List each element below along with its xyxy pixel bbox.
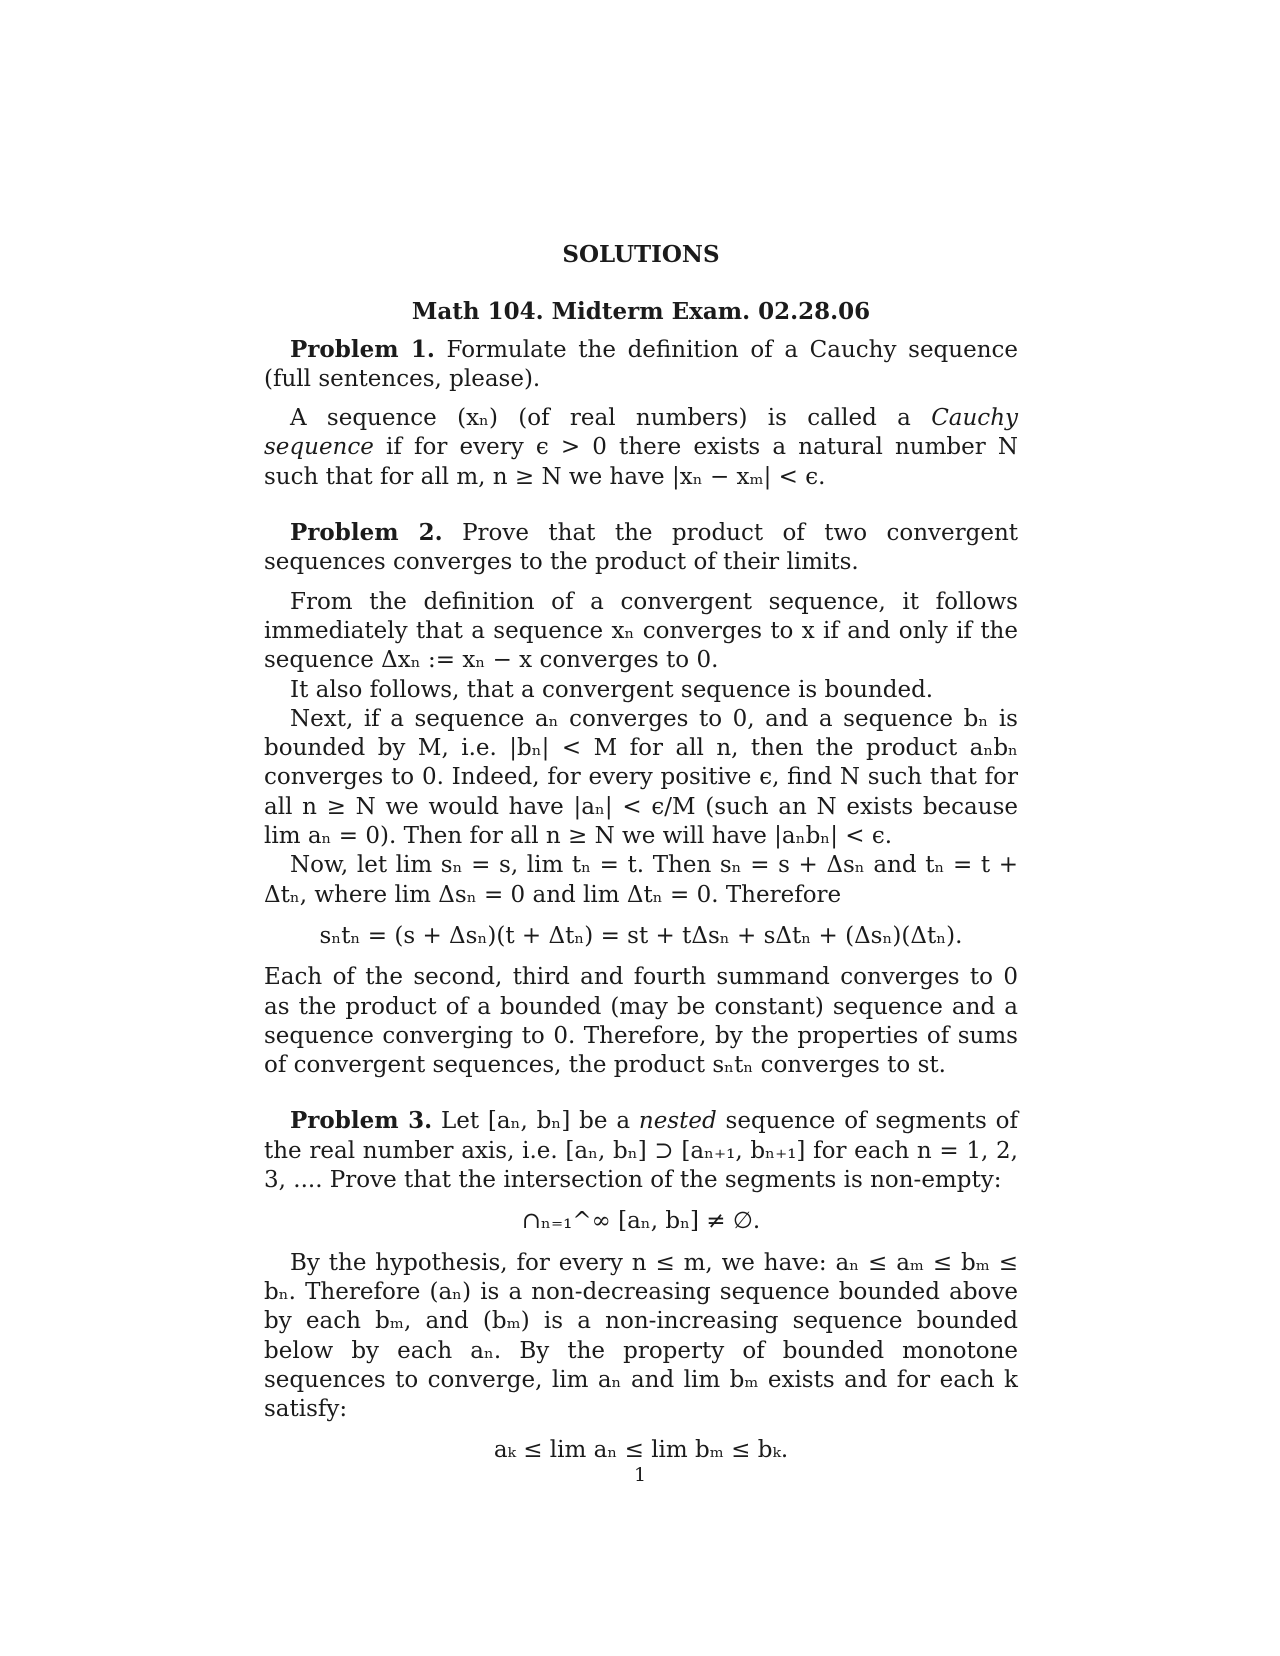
problem2-paragraph-2: It also follows, that a convergent sequence is bounded. xyxy=(290,676,934,703)
problem1-answer xyxy=(264,404,1018,492)
problem2-paragraph-1: From the definition of a convergent sequence, it follows immediately that a sequence xₙ converges to x if and only if the sequence Δxₙ := xₙ − x converges to 0. xyxy=(264,588,1018,674)
problem2-label: Problem 2. xyxy=(290,519,443,547)
problem3-equation-1: ∩ₙ₌₁^∞ [aₙ, bₙ] ≠ ∅. xyxy=(521,1208,761,1235)
problem2-statement xyxy=(264,518,1018,578)
problem2-paragraph-4: Now, let lim sₙ = s, lim tₙ = t. Then sₙ = s + Δsₙ and tₙ = t + Δtₙ, where lim Δsₙ = 0 and lim Δtₙ = 0. Therefore xyxy=(264,852,1018,908)
document-heading: SOLUTIONS xyxy=(562,241,720,268)
page-number: 1 xyxy=(633,1464,647,1486)
problem3-statement-term: nested xyxy=(638,1108,717,1135)
problem1-answer-term: Cauchy sequence xyxy=(264,405,1018,461)
problem2-paragraph-3: Next, if a sequence aₙ converges to 0, and a sequence bₙ is bounded by M, i.e. |bₙ| < M for all n, then the product aₙbₙ converges to 0. Indeed, for every positive ϵ, find N such that for all n ≥ N we would have |aₙ| < ϵ/M (such an N exists because lim aₙ = 0). Then for all n ≥ N we will have |aₙbₙ| < ϵ. xyxy=(264,705,1018,850)
problem2-equation: sₙtₙ = (s + Δsₙ)(t + Δtₙ) = st + tΔsₙ + sΔtₙ + (Δsₙ)(Δtₙ). xyxy=(319,922,963,949)
problem1-answer-end: if for every ϵ > 0 there exists a natural number N such that for all m, n ≥ N we have |xₙ − xₘ| < ϵ. xyxy=(264,434,1018,490)
problem3-equation-2: aₖ ≤ lim aₙ ≤ lim bₘ ≤ bₖ. xyxy=(493,1437,789,1464)
document-subtitle: Math 104. Midterm Exam. 02.28.06 xyxy=(411,298,871,326)
problem2-paragraph-5: Each of the second, third and fourth summand converges to 0 as the product of a bounded (may be constant) sequence and a sequence converging to 0. Therefore, by the properties of sums of convergent sequences, the product sₙtₙ converges to st. xyxy=(264,964,1018,1079)
problem1-statement-text: Formulate the definition of a Cauchy sequence (full sentences, please). xyxy=(264,336,1019,392)
problem3-statement-start: Let [aₙ, bₙ] be a xyxy=(440,1108,631,1135)
problem3-statement-end: sequence of segments of the real number axis, i.e. [aₙ, bₙ] ⊃ [aₙ₊₁, bₙ₊₁] for each n = 1, 2, 3, .... Prove that the intersection of the segments is non-empty: xyxy=(264,1108,1019,1194)
document-page xyxy=(264,240,1018,1478)
problem3-label: Problem 3. xyxy=(290,1107,433,1135)
problem3-statement xyxy=(264,1106,1018,1195)
problem3-paragraph-1: By the hypothesis, for every n ≤ m, we have: aₙ ≤ aₘ ≤ bₘ ≤ bₙ. Therefore (aₙ) is a non-decreasing sequence bounded above by each bₘ, and (bₘ) is a non-increasing sequence bounded below by each aₙ. By the property of bounded monotone sequences to converge, lim aₙ and lim bₘ exists and for each k satisfy: xyxy=(264,1249,1018,1423)
problem2-statement-text: Prove that the product of two convergent sequences converges to the product of their limits. xyxy=(264,520,1019,576)
problem1-label: Problem 1. xyxy=(290,335,435,363)
problem1-statement xyxy=(264,335,1018,395)
problem1-answer-start: A sequence (xₙ) (of real numbers) is called a xyxy=(290,405,911,432)
